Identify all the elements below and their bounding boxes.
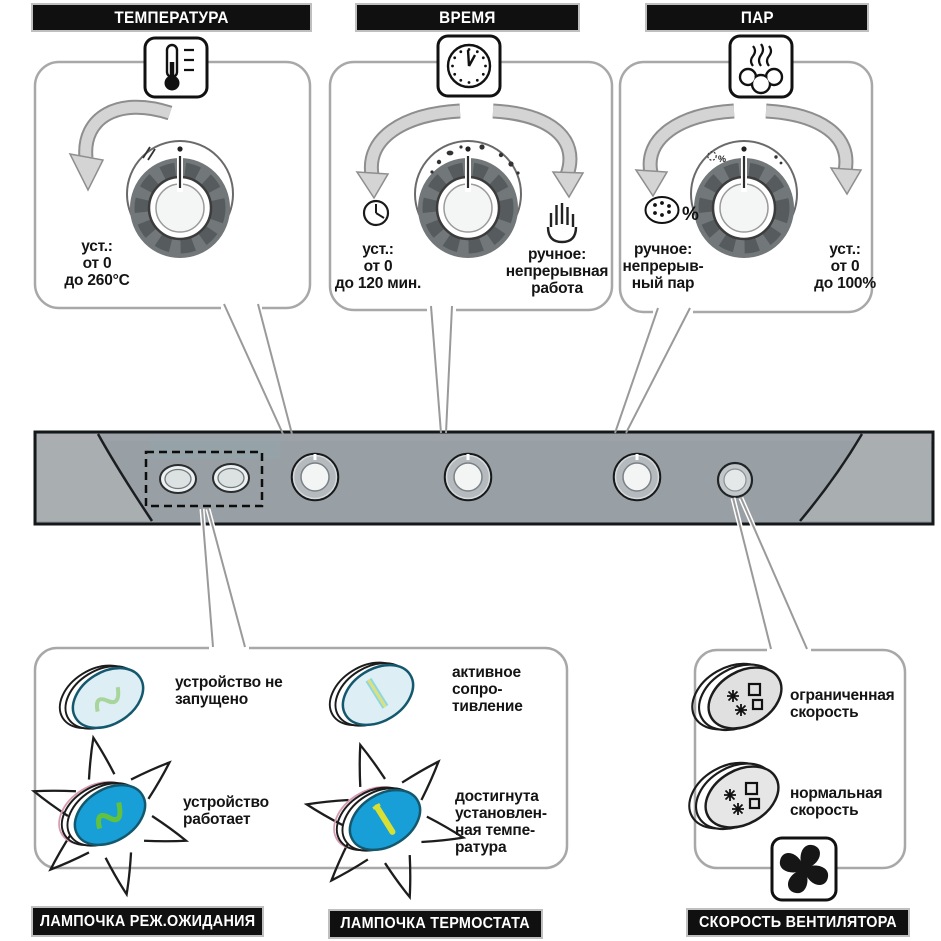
fan-footer-label: СКОРОСТЬ ВЕНТИЛЯТОРА bbox=[699, 913, 897, 931]
thermostat-on-label: достигнута установлен- ная темпе- ратура bbox=[455, 788, 547, 856]
clock-icon bbox=[438, 36, 500, 96]
temperature-title-bar bbox=[33, 5, 310, 30]
steam-title-label: ПАР bbox=[740, 7, 774, 27]
thermostat-footer-bar bbox=[330, 911, 541, 937]
standby-callout-pointer bbox=[202, 509, 245, 647]
steam-icon bbox=[730, 36, 792, 97]
standby-on-label: устройство работает bbox=[183, 794, 269, 828]
thermostat-indicator-light bbox=[213, 464, 249, 492]
time-callout-pointer bbox=[431, 306, 452, 433]
time-title-label: ВРЕМЯ bbox=[439, 7, 496, 27]
fan-icon bbox=[772, 838, 836, 900]
time-manual-text: ручное: непрерывная работа bbox=[505, 246, 609, 297]
steam-manual-text: ручное: непрерыв- ный пар bbox=[622, 241, 704, 292]
svg-text:%: % bbox=[718, 154, 727, 164]
standby-footer-label: ЛАМПОЧКА РЕЖ.ОЖИДАНИЯ bbox=[39, 912, 256, 930]
steam-callout-pointer bbox=[615, 308, 690, 433]
temperature-callout-pointer bbox=[224, 304, 292, 434]
standby-indicator-light bbox=[160, 465, 196, 493]
thermostat-off-label: активное сопро- тивление bbox=[452, 664, 523, 715]
fan-normal-label: нормальная скорость bbox=[790, 785, 883, 819]
fan-footer-bar bbox=[688, 910, 908, 935]
time-title-bar bbox=[357, 5, 578, 30]
control-strip bbox=[35, 432, 933, 524]
temperature-knob-on-panel bbox=[292, 454, 338, 500]
steam-knob-on-panel bbox=[614, 454, 660, 500]
time-range-text: уст.: от 0 до 120 мин. bbox=[334, 241, 422, 292]
thermostat-footer-label: ЛАМПОЧКА ТЕРМОСТАТА bbox=[340, 915, 531, 932]
temperature-title-label: ТЕМПЕРАТУРА bbox=[114, 7, 229, 27]
time-knob-illustration bbox=[415, 141, 521, 247]
timer-clock-icon bbox=[364, 201, 388, 225]
steam-title-bar bbox=[647, 5, 867, 30]
svg-text:%: % bbox=[682, 204, 699, 225]
standby-footer-bar bbox=[33, 908, 262, 935]
steam-range-text: уст.: от 0 до 100% bbox=[814, 241, 876, 292]
thermometer-icon bbox=[145, 38, 207, 97]
steam-knob-illustration bbox=[691, 141, 797, 247]
time-knob-on-panel bbox=[445, 454, 491, 500]
fan-limited-label: ограниченная скорость bbox=[790, 687, 895, 721]
temperature-range-text: уст.: от 0 до 260°C bbox=[64, 238, 130, 289]
fan-speed-button-on-panel bbox=[718, 463, 752, 497]
standby-off-label: устройство не запущено bbox=[175, 674, 283, 708]
